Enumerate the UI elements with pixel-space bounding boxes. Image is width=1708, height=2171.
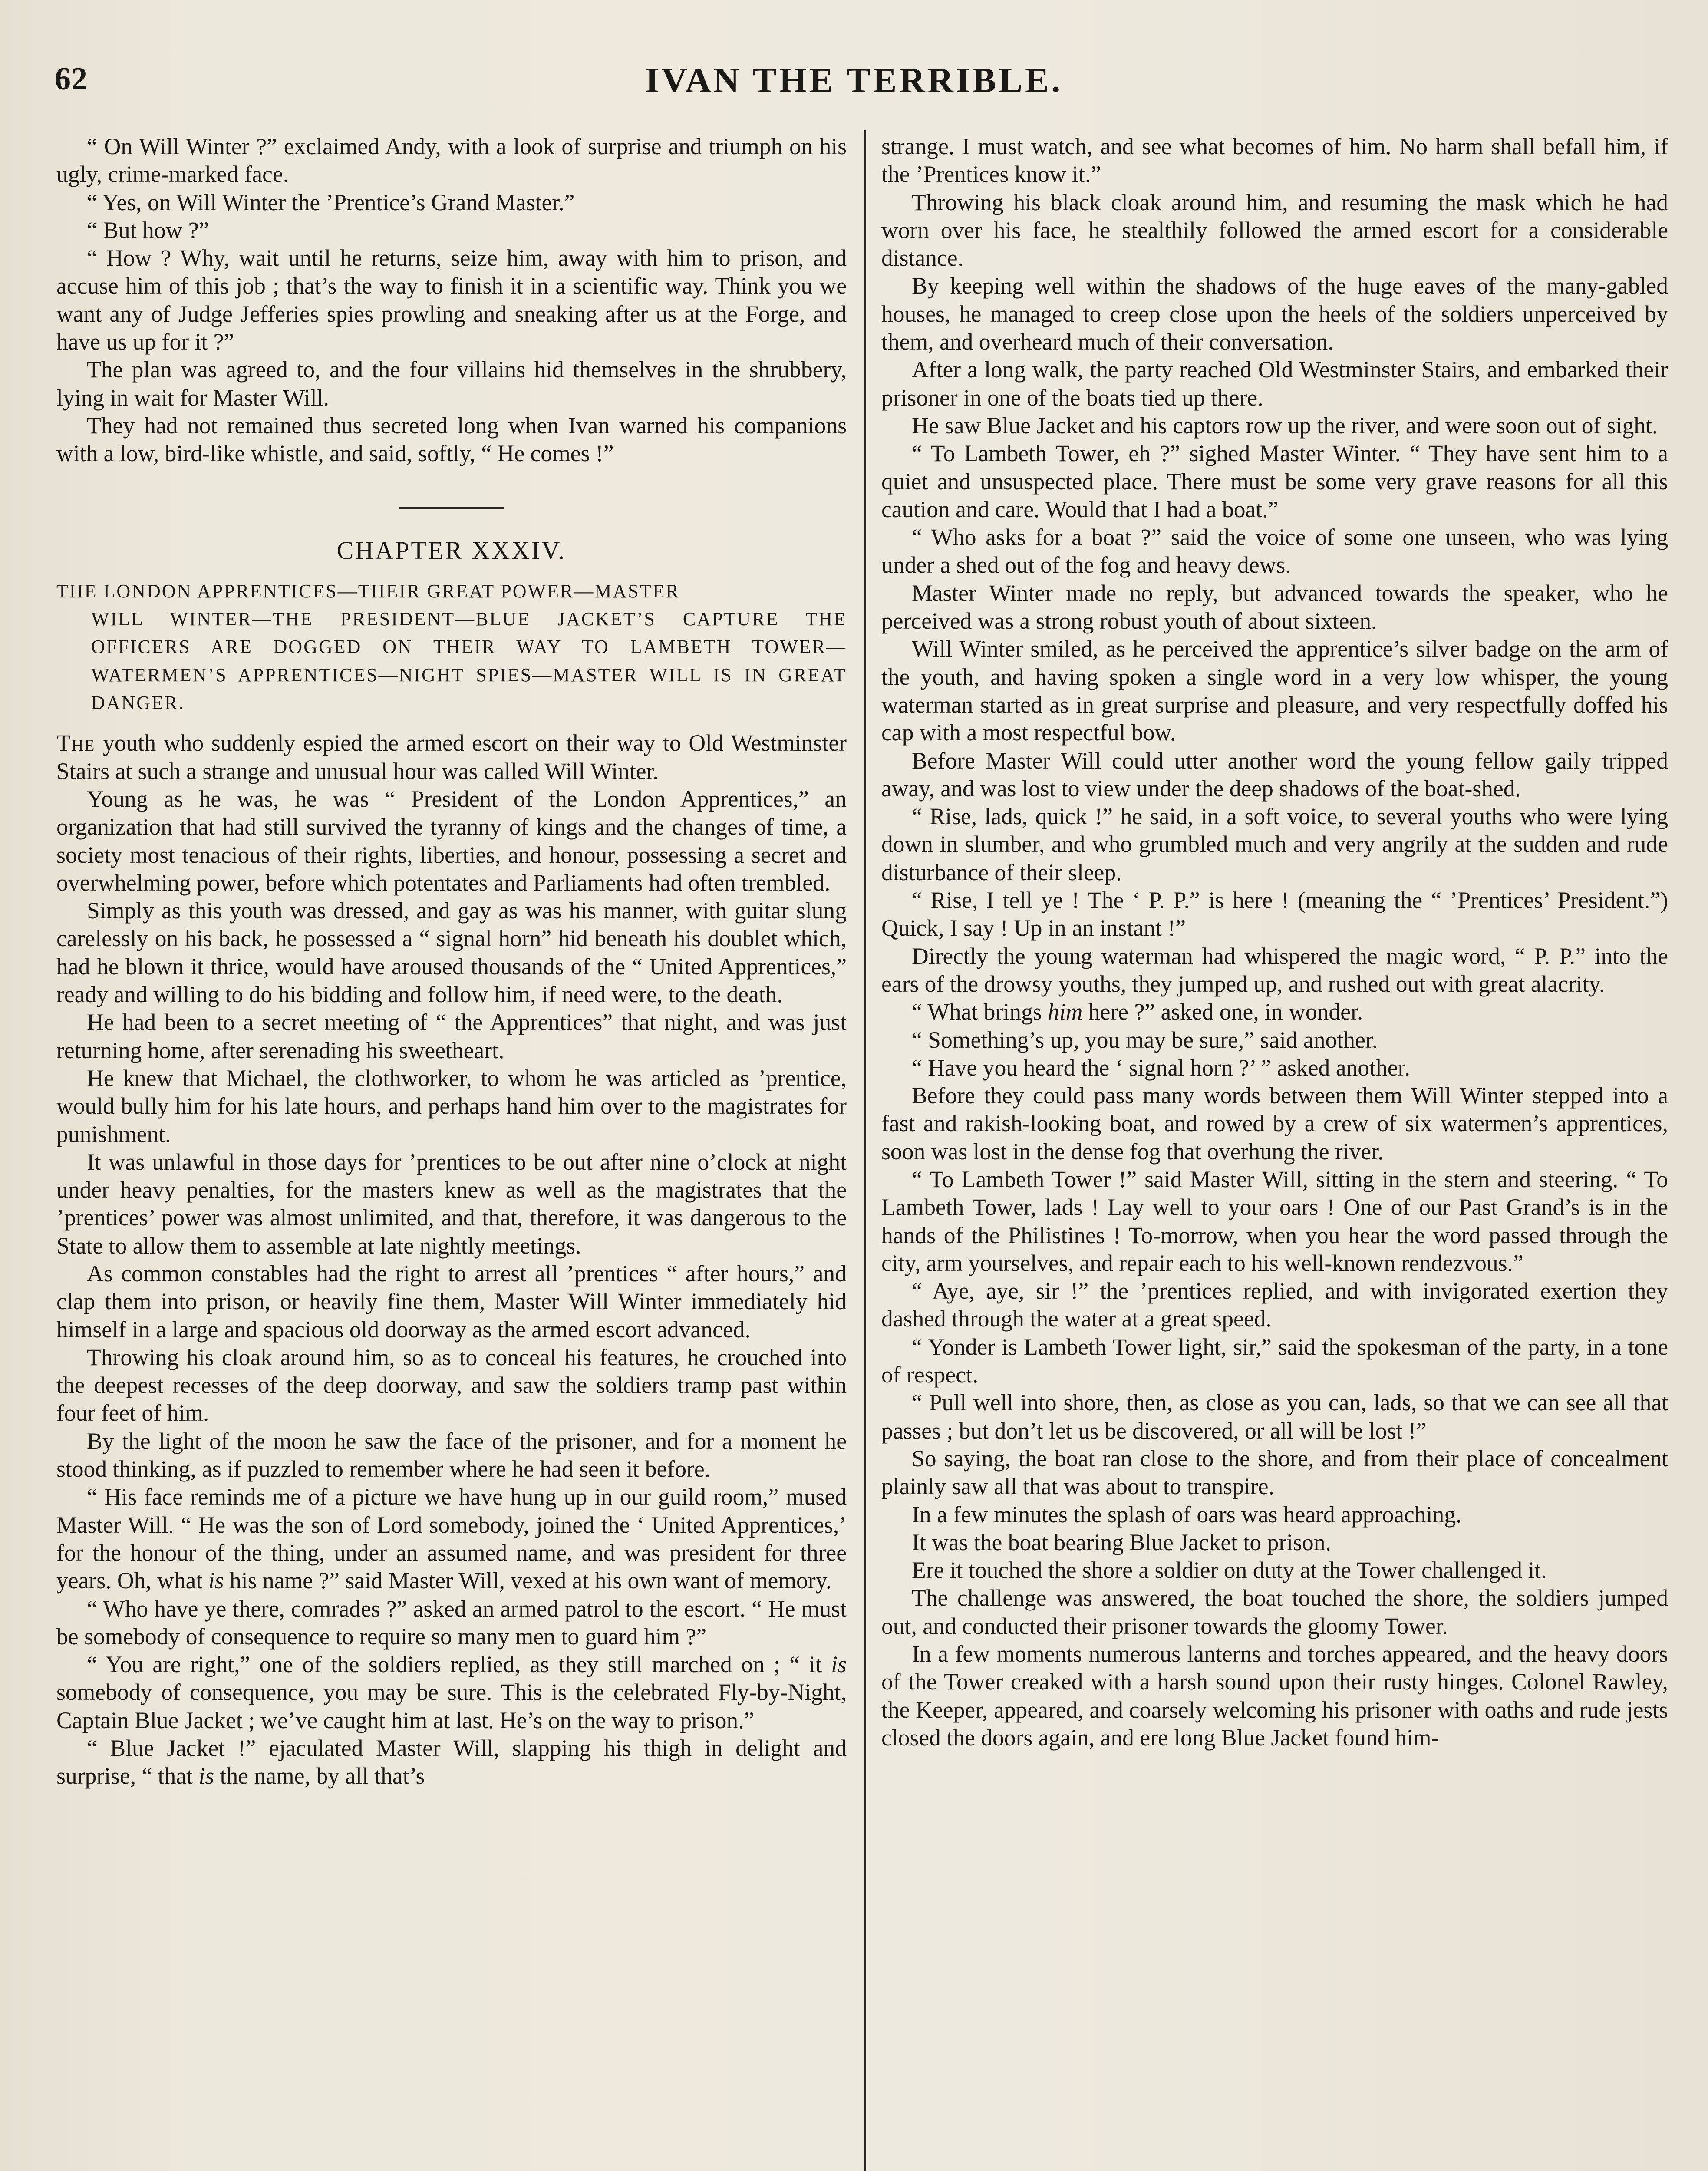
paragraph: By the light of the moon he saw the face of the prisoner, and for a moment he stood thinking, as if puzzled to remember where he had seen it before.: [56, 1428, 847, 1482]
paragraph: “ Who have ye there, comrades ?” asked an armed patrol to the escort. “ He must be somebody of consequence to require so many men to guard him ?”: [56, 1595, 847, 1650]
paragraph: In a few minutes the splash of oars was heard approaching.: [912, 1501, 1462, 1528]
paragraph-text: somebody of consequence, you may be sure. This is the celebrated Fly-by-Night, Captain Blue Jacket ; we’ve caught him at last. He’s on the way to prison.”: [56, 1679, 847, 1733]
paragraph: [56, 1483, 847, 1594]
paragraph: After a long walk, the party reached Old Westminster Stairs, and embarked their prisoner in one of the boats tied up there.: [881, 356, 1668, 411]
paragraph: As common constables had the right to arrest all ’prentices “ after hours,” and clap them into prison, or heavily fine them, Master Will Winter immediately hid himself in a large and spacious old doorway as the armed escort advanced.: [56, 1260, 847, 1343]
paragraph: “ Have you heard the ‘ signal horn ?’ ” asked another.: [912, 1054, 1410, 1081]
paragraph: Will Winter smiled, as he perceived the apprentice’s silver badge on the arm of the youth, and having spoken a single word in a very low whisper, the young waterman started as in great surprise and pleasure, and very respectfully doffed his cap with a most respectful bow.: [881, 636, 1668, 746]
paragraph-text: “ Blue Jacket !” ejaculated Master Will, slapping his thigh in delight and surprise, “ that: [56, 1735, 847, 1789]
paragraph-text: the name, by all that’s: [214, 1763, 425, 1789]
paragraph: [56, 1734, 847, 1790]
paragraph: “ To Lambeth Tower !” said Master Will, sitting in the stern and steering. “ To Lambeth Tower, lads ! Lay well to your oars ! One of our Past Grand’s is in the hands of the Philistines ! To-morrow, when you hear the word passed through the city, arm yourselves, and repair each to his well-known rendezvous.”: [881, 1166, 1668, 1276]
paragraph-text: here ?” asked one, in wonder.: [1082, 999, 1363, 1025]
paragraph: “ Something’s up, you may be sure,” said another.: [912, 1026, 1378, 1053]
paragraph: “ Rise, I tell ye ! The ‘ P. P.” is here ! (meaning the “ ’Prentices’ President.”) Quick, I say ! Up in an instant !”: [881, 887, 1668, 941]
paragraph: Throwing his black cloak around him, and resuming the mask which he had worn over his face, he stealthily followed the armed escort for a considerable distance.: [881, 189, 1668, 271]
right-column: [881, 132, 1668, 1752]
paragraph: “ Pull well into shore, then, as close as you can, lads, so that we can see all that passes ; but don’t let us be discovered, or all will be lost !”: [881, 1389, 1668, 1444]
synopsis-continuation: WILL WINTER—THE PRESIDENT—BLUE JACKET’S CAPTURE THE OFFICERS ARE DOGGED ON THEIR WAY TO LAMBETH TOWER—WATERMEN’S APPRENTICES—NIGHT SPIES—MASTER WILL IS IN GREAT DANGER.: [91, 608, 847, 714]
chapter-heading: CHAPTER XXXIV.: [336, 536, 567, 564]
emphasis: him: [1048, 999, 1083, 1025]
paragraph: It was unlawful in those days for ’prentices to be out after nine o’clock at night under heavy penalties, for the masters knew as well as the magistrates that the ’prentices’ power was almost unlimited, and that, therefore, it was dangerous to the State to allow them to assemble at late nightly meetings.: [56, 1148, 847, 1259]
paragraph: Directly the young waterman had whispered the magic word, “ P. P.” into the ears of the drowsy youths, they jumped up, and rushed out with great alacrity.: [881, 943, 1668, 997]
paragraph: So saying, the boat ran close to the shore, and from their place of concealment plainly saw all that was about to transpire.: [881, 1445, 1668, 1500]
paragraph: [881, 998, 1668, 1026]
paragraph: He knew that Michael, the clothworker, to whom he was articled as ’prentice, would bully him for his late hours, and perhaps hand him over to the magistrates for punishment.: [56, 1065, 847, 1147]
paragraph: It was the boat bearing Blue Jacket to prison.: [912, 1529, 1331, 1555]
paragraph: “ How ? Why, wait until he returns, seize him, away with him to prison, and accuse him of this job ; that’s the way to finish it in a scientific way. Think you we want any of Judge Jefferies spies prowling and sneaking after us at the Forge, and have us up for it ?”: [56, 245, 847, 355]
paragraph-text: “ His face reminds me of a picture we have hung up in our guild room,” mused Master Will. “ He was the son of Lord somebody, joined the ‘ United Apprentices,’ for the honour of the thing, under an assumed name, and was president for three years. Oh, what: [56, 1484, 847, 1594]
paragraph-text: youth who suddenly espied the armed escort on their way to Old Westminster Stairs at such a strange and unusual hour was called Will Winter.: [56, 730, 847, 784]
paragraph: “ But how ?”: [87, 217, 209, 243]
paragraph: By keeping well within the shadows of the huge eaves of the many-gabled houses, he managed to creep close upon the heels of the soldiers unperceived by them, and overheard much of their conversation.: [881, 273, 1668, 355]
paragraph: In a few moments numerous lanterns and torches appeared, and the heavy doors of the Tower creaked with a harsh sound upon their rusty hinges. Colonel Rawley, the Keeper, appeared, and coarsely welcoming his prisoner with oaths and rude jests closed the doors again, and ere long Blue Jacket found him-: [881, 1641, 1668, 1751]
paragraph: “ Aye, aye, sir !” the ’prentices replied, and with invigorated exertion they dashed through the water at a great speed.: [881, 1278, 1668, 1332]
paragraph: “ On Will Winter ?” exclaimed Andy, with a look of surprise and triumph on his ugly, crime-marked face.: [56, 133, 847, 188]
chapter-synopsis: [56, 577, 847, 717]
paragraph-text: “ What brings: [912, 999, 1048, 1025]
paragraph: “ Yonder is Lambeth Tower light, sir,” said the spokesman of the party, in a tone of respect.: [881, 1333, 1668, 1388]
running-title: IVAN THE TERRIBLE.: [645, 60, 1063, 100]
paragraph: strange. I must watch, and see what becomes of him. No harm shall befall him, if the ’Prentices know it.”: [881, 133, 1668, 188]
paragraph: Young as he was, he was “ President of the London Apprentices,” an organization that had still survived the tyranny of kings and the changes of time, a society most tenacious of their rights, liberties, and honour, possessing a secret and overwhelming power, before which potentates and Parliaments had often trembled.: [56, 785, 847, 896]
paragraph: “ To Lambeth Tower, eh ?” sighed Master Winter. “ They have sent him to a quiet and unsuspected place. There must be some very grave reasons for all this caution and care. Would that I had a boat.”: [881, 440, 1668, 522]
paragraph: [56, 729, 847, 785]
paragraph-text: his name ?” said Master Will, vexed at his own want of memory.: [224, 1567, 832, 1594]
paragraph: Before Master Will could utter another word the young fellow gaily tripped away, and was lost to view under the deep shadows of the boat-shed.: [881, 747, 1668, 802]
paragraph: “ Yes, on Will Winter the ’Prentice’s Grand Master.”: [87, 189, 575, 215]
paragraph: Ere it touched the shore a soldier on duty at the Tower challenged it.: [912, 1557, 1547, 1584]
left-column: [56, 132, 847, 1790]
synopsis-first-line: THE LONDON APPRENTICES—THEIR GREAT POWER—MASTER: [56, 580, 680, 602]
paragraph: Master Winter made no reply, but advanced towards the speaker, who he perceived was a strong robust youth of about sixteen.: [881, 580, 1668, 634]
paragraph: Before they could pass many words between them Will Winter stepped into a fast and rakish-looking boat, and rowed by a crew of six watermen’s apprentices, soon was lost in the dense fog that overhung the river.: [881, 1082, 1668, 1165]
paragraph: [56, 1650, 847, 1734]
page-number: 62: [55, 61, 88, 97]
opening-word: The: [56, 730, 96, 756]
paragraph: They had not remained thus secreted long when Ivan warned his companions with a low, bird-like whistle, and said, softly, “ He comes !”: [56, 412, 847, 467]
emphasis: is: [208, 1567, 224, 1594]
paragraph: Simply as this youth was dressed, and gay as was his manner, with guitar slung carelessly on his back, he possessed a “ signal horn” hid beneath his doublet which, had he blown it thrice, would have aroused thousands of the “ United Apprentices,” ready and willing to do his bidding and follow him, if need were, to the death.: [56, 897, 847, 1008]
paragraph: “ Rise, lads, quick !” he said, in a soft voice, to several youths who were lying down in slumber, and who grumbled much and very angrily at the sudden and rude disturbance of their sleep.: [881, 803, 1668, 885]
column-rule: [864, 130, 866, 2171]
paragraph: “ Who asks for a boat ?” said the voice of some one unseen, who was lying under a shed out of the fog and heavy dews.: [881, 524, 1668, 578]
emphasis: is: [831, 1651, 847, 1678]
paragraph: The plan was agreed to, and the four villains hid themselves in the shrubbery, lying in wait for Master Will.: [56, 356, 847, 411]
section-divider: [399, 507, 504, 509]
paragraph: He had been to a secret meeting of “ the Apprentices” that night, and was just returning home, after serenading his sweetheart.: [56, 1009, 847, 1063]
emphasis: is: [198, 1763, 214, 1789]
paragraph-text: “ You are right,” one of the soldiers replied, as they still marched on ; “ it: [87, 1651, 831, 1678]
paragraph: The challenge was answered, the boat touched the shore, the soldiers jumped out, and conducted their prisoner towards the gloomy Tower.: [881, 1585, 1668, 1639]
paragraph: Throwing his cloak around him, so as to conceal his features, he crouched into the deepest recesses of the deep doorway, and saw the soldiers tramp past within four feet of him.: [56, 1344, 847, 1426]
paragraph: He saw Blue Jacket and his captors row up the river, and were soon out of sight.: [912, 412, 1658, 439]
